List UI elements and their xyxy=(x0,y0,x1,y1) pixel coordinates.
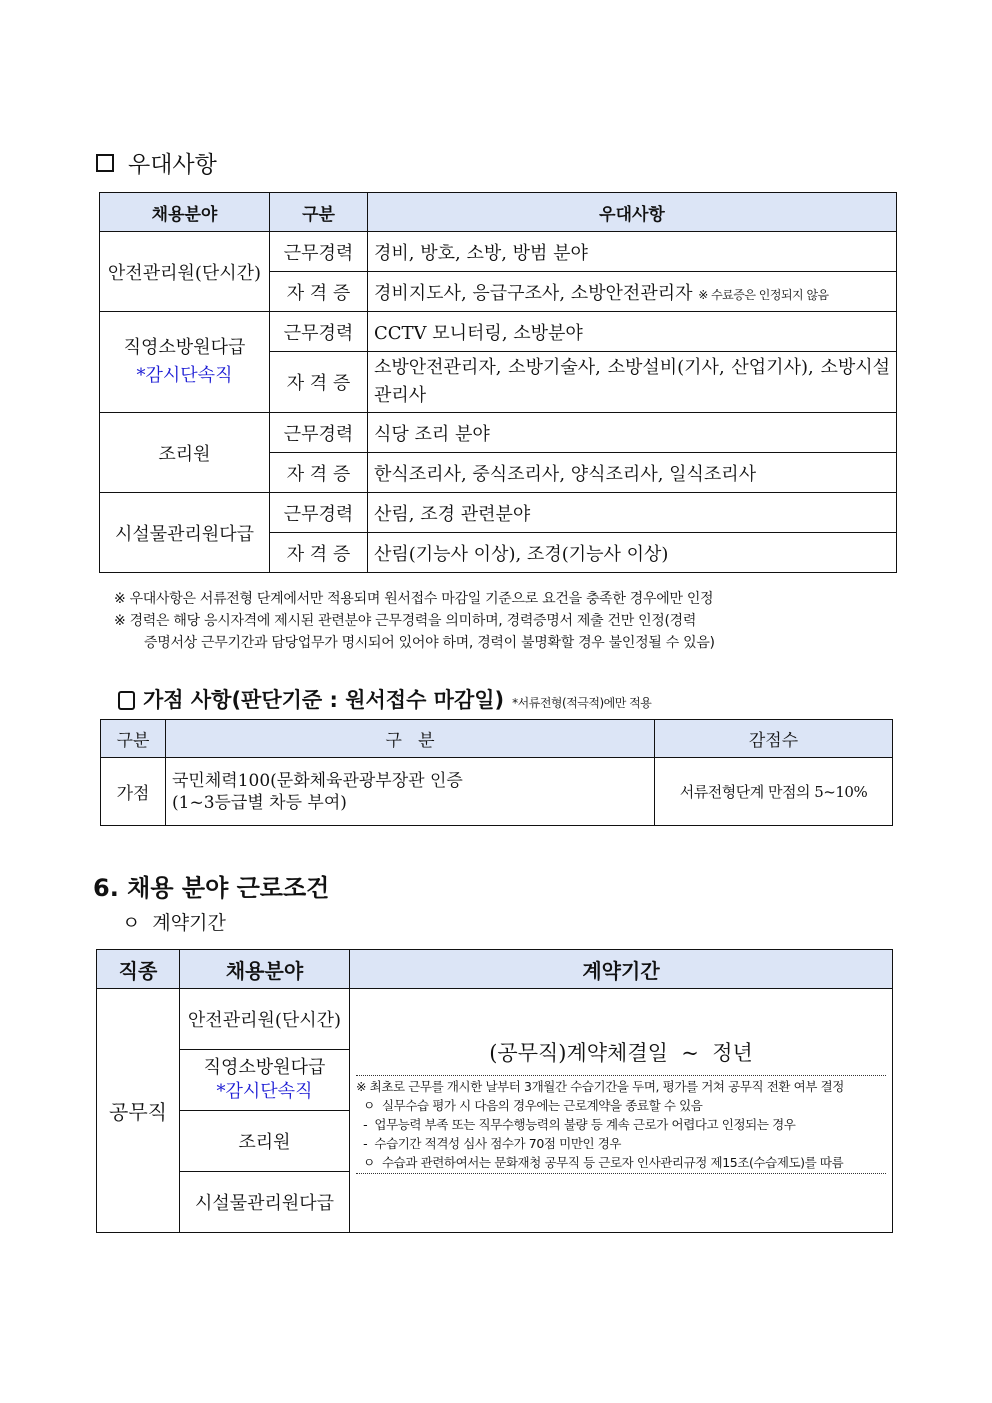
field-note: *감시단속직 xyxy=(136,365,233,386)
header-job-type: 직종 xyxy=(97,950,180,989)
content-cell: 경비, 방호, 소방, 방범 분야 xyxy=(368,232,897,272)
period-text: (공무직)계약체결일 ~ 정년 xyxy=(489,1041,753,1065)
type-cell: 자 격 증 xyxy=(270,272,368,312)
note-line: ㅇ 수습과 관련하여서는 문화재청 공무직 등 근로자 인사관리규정 제15조(수습제도)를 따름 xyxy=(356,1155,844,1170)
type-cell: 자 격 증 xyxy=(270,453,368,493)
type-cell: 근무경력 xyxy=(270,493,368,533)
type-cell: 자 격 증 xyxy=(270,533,368,573)
content-cell: 한식조리사, 중식조리사, 양식조리사, 일식조리사 xyxy=(368,453,897,493)
table-row xyxy=(100,493,897,533)
bonus-table xyxy=(100,719,893,826)
field-cell: 직영소방원다급 *감시단속직 xyxy=(100,312,270,413)
bonus-subnote: *서류전형(적극적)에만 적용 xyxy=(512,696,652,710)
note-line: ※ 최초로 근무를 개시한 날부터 3개월간 수습기간을 두며, 평가를 거쳐 공무직 전환 여부 결정 xyxy=(356,1079,844,1094)
bonus-section-title xyxy=(118,684,651,714)
type-cell: 가점 xyxy=(101,758,166,826)
field-cell: 시설물관리원다급 xyxy=(100,493,270,573)
table-row xyxy=(100,413,897,453)
preference-notes xyxy=(114,588,904,654)
header-score: 감점수 xyxy=(655,720,893,758)
type-cell: 근무경력 xyxy=(270,413,368,453)
content-cell: 소방안전관리자, 소방기술사, 소방설비(기사, 산업기사), 소방시설관리사 xyxy=(368,352,897,413)
field-cell: 안전관리원(단시간) xyxy=(180,989,350,1050)
job-type-cell: 공무직 xyxy=(97,989,180,1233)
checkbox-square-icon xyxy=(118,691,135,710)
preference-section-title xyxy=(96,146,217,179)
section6-title: 6. 채용 분야 근로조건 xyxy=(93,874,330,902)
field-cell: 시설물관리원다급 xyxy=(180,1172,350,1233)
field-cell: 조리원 xyxy=(180,1111,350,1172)
type-cell: 자 격 증 xyxy=(270,352,368,413)
preference-title-text: 우대사항 xyxy=(128,152,217,178)
type-cell: 근무경력 xyxy=(270,312,368,352)
period-notes xyxy=(356,1075,886,1174)
note-line: - 수습기간 적격성 심사 점수가 70점 미만인 경우 xyxy=(356,1136,622,1151)
contract-table xyxy=(96,949,893,1233)
header-preference: 우대사항 xyxy=(368,193,897,232)
field-note: *감시단속직 xyxy=(216,1081,313,1102)
bonus-title-text: 가점 사항(판단기준 : 원서접수 마감일) xyxy=(143,688,505,712)
header-field: 채용분야 xyxy=(100,193,270,232)
header-content: 구 분 xyxy=(166,720,655,758)
certificate-note: ※ 수료증은 인정되지 않음 xyxy=(698,287,829,302)
content-cell: CCTV 모니터링, 소방분야 xyxy=(368,312,897,352)
contract-table-header xyxy=(97,950,893,989)
header-period: 계약기간 xyxy=(350,950,893,989)
bonus-table-header xyxy=(101,720,893,758)
content-cell: 국민체력100(문화체육관광부장관 인증 (1~3등급별 차등 부여) xyxy=(166,758,655,826)
note-line: - 업무능력 부족 또는 직무수행능력의 불량 등 계속 근로가 어렵다고 인정되는 경우 xyxy=(356,1117,796,1132)
table-row xyxy=(101,758,893,826)
type-cell: 근무경력 xyxy=(270,232,368,272)
field-cell: 직영소방원다급 *감시단속직 xyxy=(180,1050,350,1111)
table-row xyxy=(97,989,893,1050)
score-cell: 서류전형단계 만점의 5~10% xyxy=(655,758,893,826)
header-field: 채용분야 xyxy=(180,950,350,989)
contract-period-bullet: ㅇ 계약기간 xyxy=(122,912,226,934)
note-line: ㅇ 실무수습 평가 시 다음의 경우에는 근로계약을 종료할 수 있음 xyxy=(356,1098,703,1113)
preference-table xyxy=(99,192,897,573)
content-cell: 산림(기능사 이상), 조경(기능사 이상) xyxy=(368,533,897,573)
content-cell: 식당 조리 분야 xyxy=(368,413,897,453)
note-line: ※ 경력은 해당 응시자격에 제시된 관련분야 근무경력을 의미하며, 경력증명서 제출 건만 인정(경력 xyxy=(114,613,697,629)
header-type: 구분 xyxy=(101,720,166,758)
content-cell: 경비지도사, 응급구조사, 소방안전관리자 ※ 수료증은 인정되지 않음 xyxy=(368,272,897,312)
table-row xyxy=(100,232,897,272)
field-cell: 조리원 xyxy=(100,413,270,493)
preference-table-header xyxy=(100,193,897,232)
content-cell: 산림, 조경 관련분야 xyxy=(368,493,897,533)
note-line: 증명서상 근무기간과 담당업무가 명시되어 있어야 하며, 경력이 불명확할 경우 불인정될 수 있음) xyxy=(144,635,715,651)
checkbox-square-icon xyxy=(96,154,114,172)
period-cell xyxy=(350,989,893,1233)
field-cell: 안전관리원(단시간) xyxy=(100,232,270,312)
header-type: 구분 xyxy=(270,193,368,232)
table-row xyxy=(100,312,897,352)
note-line: ※ 우대사항은 서류전형 단계에서만 적용되며 원서접수 마감일 기준으로 요건을 충족한 경우에만 인정 xyxy=(114,591,714,607)
